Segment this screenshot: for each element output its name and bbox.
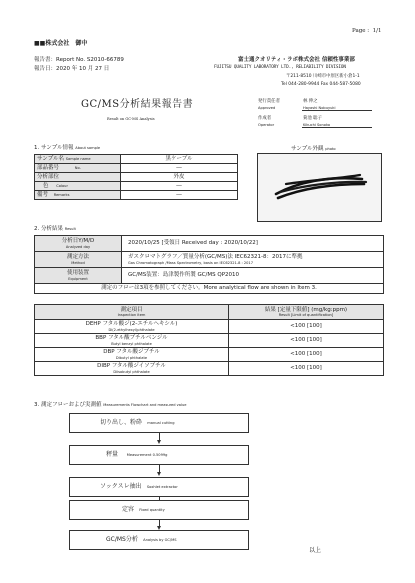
report-number: 報告書：Report No. S2010-66789: [34, 57, 124, 63]
result-value: <100 [100]: [229, 334, 384, 348]
flow-arrowhead: [157, 472, 161, 476]
table-row: [35, 334, 384, 348]
remarks-label: [35, 191, 121, 200]
step-en: manual cutting: [147, 420, 175, 425]
table-row: [35, 348, 384, 362]
flow-step-cutting: [69, 413, 249, 433]
result-value: <100 [100]: [229, 320, 384, 334]
flow-step-extraction: [69, 477, 249, 497]
company-tel: Tel 044-280-9944 Fax 044-587-5080: [281, 82, 361, 87]
photo-title: [291, 146, 336, 152]
item-en: Diisobutyl phthalate: [113, 369, 150, 374]
recipient: ■■株式会社 御中: [34, 40, 88, 47]
section1-heading-en: About sample: [75, 146, 101, 150]
colour-value: ―: [121, 182, 238, 191]
method-en: Gas Chromatograph /Mass Spectrometry, basis on IEC62321-8 : 2017: [128, 260, 254, 265]
section2-heading: [34, 226, 76, 232]
item-en: Di(2-ethylhexyl)phthalate: [108, 327, 155, 332]
table-row: [35, 320, 384, 334]
flow-step-gcms: [69, 530, 249, 550]
col-item-header: [35, 305, 229, 320]
label-jp: 部品番号: [37, 164, 60, 171]
step-jp: GC/MS分析: [106, 535, 138, 543]
results-header-row: [35, 305, 384, 320]
step-en: Analysis by GC/MS: [143, 537, 177, 542]
analysis-part-label: [35, 173, 121, 182]
equipment-value: GC/MS装置：島津製作所製 GC/MS QP2010: [122, 268, 384, 284]
result-item: [35, 334, 229, 348]
result-item: [35, 362, 229, 376]
analysis-info-table: [34, 235, 384, 294]
section1-heading-jp: 1. サンプル情報: [34, 145, 74, 151]
section3-heading-en: Measurements Flowchart and measured value: [103, 403, 187, 407]
flow-step-fixed-quantity: [69, 500, 249, 520]
col-result-header: [229, 305, 384, 320]
method-value: [122, 252, 384, 268]
photo-title-en: photo: [325, 147, 336, 151]
page-label: Page :: [352, 28, 370, 34]
company-address: 〒211-8510 川崎市中原区新小倉1-1: [286, 74, 360, 79]
page-value: 1/1: [372, 28, 382, 34]
page-number: [352, 28, 381, 34]
analysis-date-row: [35, 236, 384, 252]
step-jp: 定容: [122, 505, 135, 513]
label-en: No.: [74, 165, 81, 170]
step-en: Measurement 0.5099g: [126, 452, 168, 457]
sample-row: [35, 182, 238, 191]
cable-image: [258, 154, 381, 221]
equipment-row: [35, 268, 384, 284]
operator-role: 作成者: [258, 116, 272, 121]
label-en: Inspection item: [117, 313, 146, 318]
sample-name-label: [35, 155, 121, 164]
operator-role-en: Operator: [258, 123, 275, 127]
method-label: [35, 252, 122, 268]
company-name-en: FUJITSU QUALITY LABORATORY LTD., RELIABILITY DIVISION: [214, 65, 346, 70]
sample-row: [35, 173, 238, 182]
label-jp: 色: [43, 182, 49, 189]
result-item: [35, 320, 229, 334]
company-name-jp: 富士通クオリティ・ラボ株式会社 信頼性事業部: [238, 57, 355, 63]
step-jp: ソックスレ抽出: [100, 482, 142, 490]
step-jp: 秤量: [106, 450, 119, 458]
flow-note-row: [35, 284, 384, 294]
approver-role-en: Approved: [258, 106, 276, 110]
section2-heading-jp: 2. 分析結果: [34, 226, 63, 232]
analysis-part-value: 外皮: [121, 173, 238, 182]
label-en: Remarks: [53, 192, 70, 197]
flow-note: 測定のフローは3項を参照してください。More analytical flow are shown in Item 3.: [35, 284, 384, 294]
label-jp: 使用装置: [66, 270, 89, 277]
item-en: Butyl benzyl phthalate: [111, 341, 152, 346]
section3-heading: [34, 402, 186, 408]
operator-name-en: Kikuchi Sonoko: [303, 123, 331, 127]
label-en: Method: [71, 260, 85, 265]
sample-name-value: 黒ケーブル: [121, 155, 238, 164]
result-value: <100 [100]: [229, 362, 384, 376]
sample-info-table: [34, 154, 238, 200]
sample-row: [35, 164, 238, 173]
label-en: Analyzed day: [65, 244, 91, 249]
results-table: [34, 304, 384, 376]
label-jp: 分析部位: [37, 173, 60, 180]
item-jp: DBP フタル酸ジブチル: [103, 349, 160, 356]
section1-heading: [34, 145, 100, 151]
result-item: [35, 348, 229, 362]
sample-photo: [257, 153, 382, 222]
flow-arrowhead: [157, 440, 161, 444]
item-en: Dibutyl phthalate: [115, 355, 148, 360]
label-jp: 備考: [37, 191, 49, 198]
label-en: Result [Limit of quantification]: [278, 313, 334, 318]
section3-heading-jp: 3. 測定フローおよび実測値: [34, 402, 102, 408]
part-number-value: ―: [121, 164, 238, 173]
sample-row: [35, 155, 238, 164]
step-en: Fixed quantity: [139, 507, 165, 512]
step-jp: 切り出し、粉砕: [100, 418, 143, 426]
method-row: [35, 252, 384, 268]
report-date: 報告日：2020 年 10 月 27 日: [34, 66, 110, 72]
photo-title-jp: サンプル外観: [291, 146, 324, 152]
label-jp: 測定項目: [120, 306, 143, 313]
item-jp: BBP フタル酸ブチルベンジル: [95, 335, 168, 342]
result-value: <100 [100]: [229, 348, 384, 362]
label-jp: 結果 [定量下限値] (mg/kg:ppm): [264, 306, 348, 313]
approver-name: 林 伸之: [303, 99, 318, 104]
label-en: Colour: [56, 183, 68, 188]
step-en: Soxhlet extractor: [146, 484, 178, 489]
label-jp: 分析日Y/M/D: [61, 238, 95, 245]
approver-name-en: Hayashi Nobuyuki: [303, 106, 336, 110]
sample-row: [35, 191, 238, 200]
method-jp: ガスクロマトグラフ／質量分析(GC/MS)法 IEC62321-8：2017に準拠: [128, 254, 303, 261]
table-row: [35, 362, 384, 376]
remarks-value: ―: [121, 191, 238, 200]
report-title-en: Result on GC-MS Analysis: [107, 117, 155, 121]
section2-heading-en: Result: [64, 227, 76, 231]
approver-underline: [302, 110, 372, 111]
approver-role: 発行責任者: [258, 99, 280, 104]
end-mark: 以上: [309, 547, 322, 554]
item-jp: DIBP フタル酸ジイソブチル: [97, 363, 166, 370]
item-jp: DEHP フタル酸ジ(2-エチルヘキシル): [85, 321, 178, 328]
label-en: Sample name: [65, 156, 91, 161]
operator-name: 菊池 聡子: [303, 116, 322, 121]
analysis-date-value: 2020/10/25 [受領日 Received day : 2020/10/22]: [122, 236, 384, 252]
colour-label: [35, 182, 121, 191]
label-jp: 測定方法: [66, 254, 89, 261]
label-jp: サンプル名: [37, 155, 65, 162]
flow-step-weighing: [69, 445, 249, 465]
label-en: Equipment: [68, 276, 88, 281]
part-number-label: [35, 164, 121, 173]
analysis-date-label: [35, 236, 122, 252]
report-title: GC/MS分析結果報告書: [81, 99, 194, 110]
equipment-label: [35, 268, 122, 284]
operator-underline: [302, 127, 372, 128]
